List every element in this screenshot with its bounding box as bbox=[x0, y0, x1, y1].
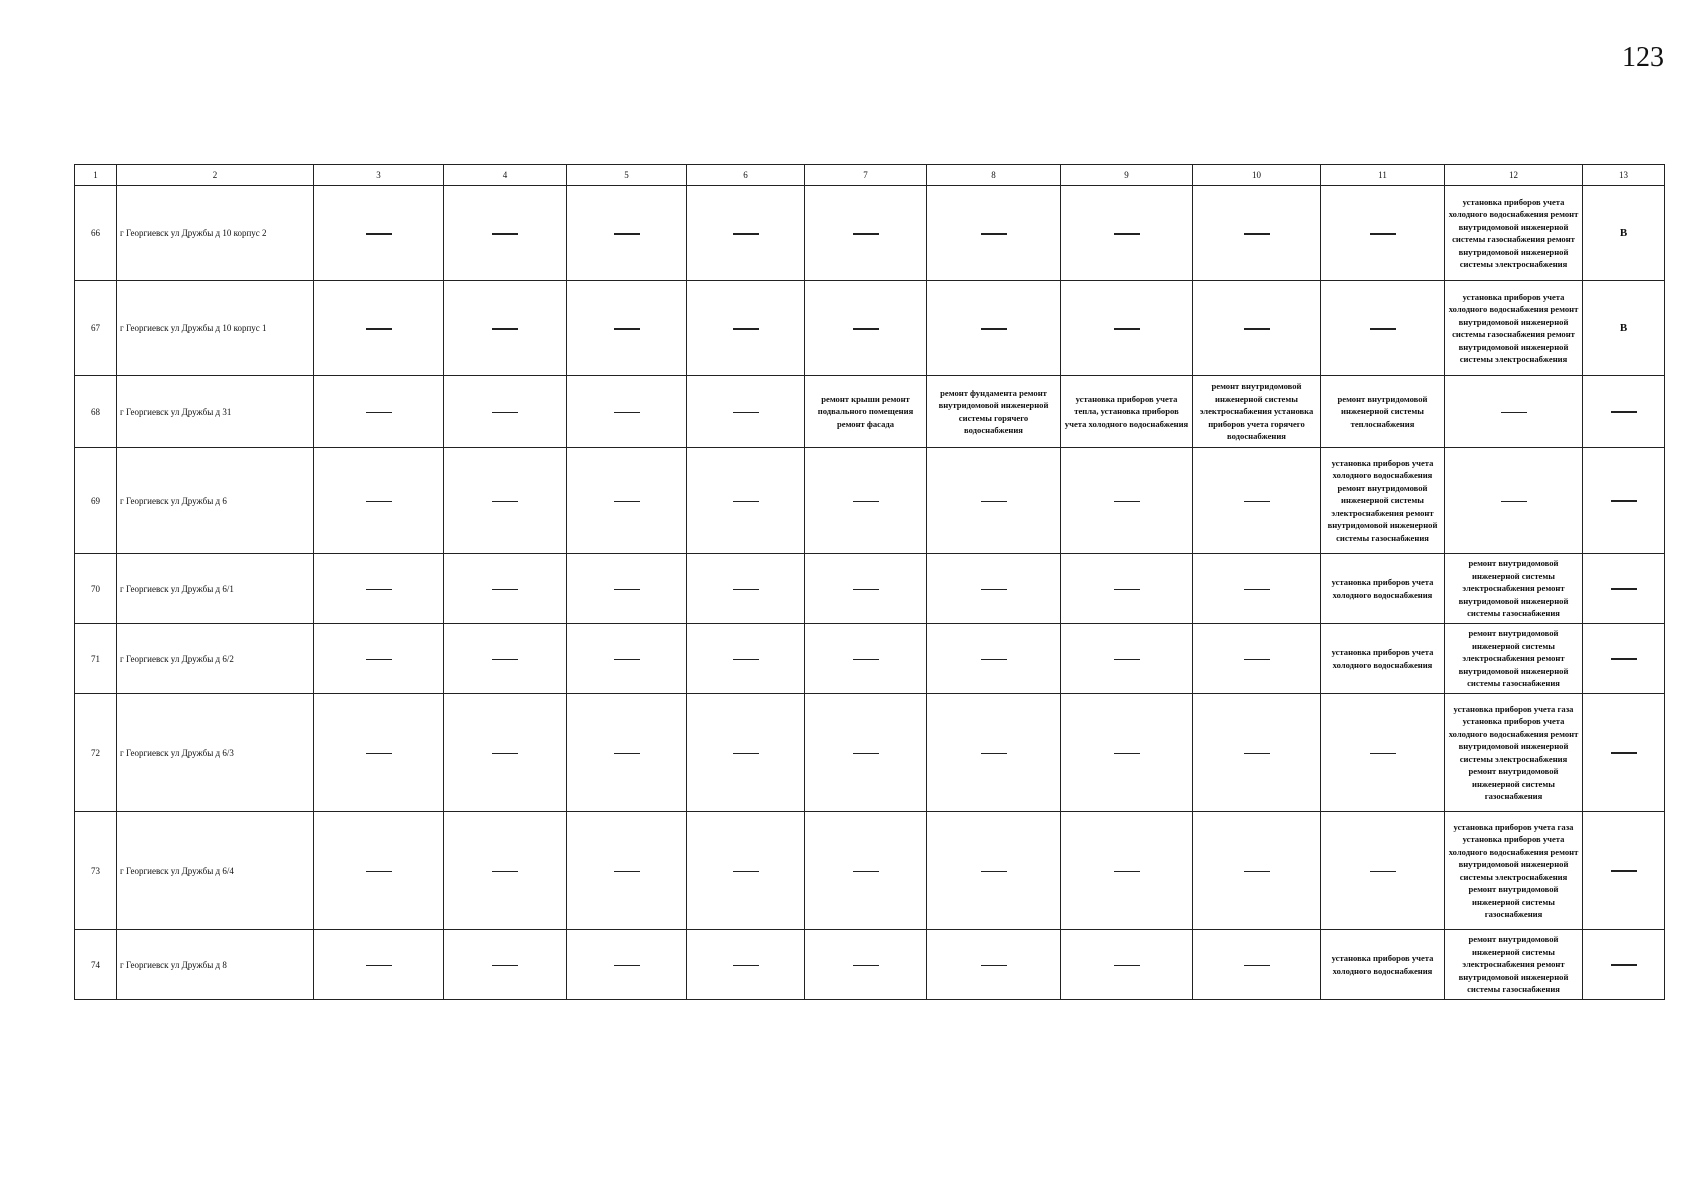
empty-dash bbox=[1611, 752, 1637, 754]
category-code-cell bbox=[1583, 376, 1665, 448]
work-cell-9 bbox=[1061, 930, 1193, 1000]
empty-dash bbox=[853, 589, 879, 591]
empty-dash bbox=[366, 412, 392, 414]
empty-dash bbox=[1611, 964, 1637, 966]
empty-dash bbox=[981, 328, 1007, 330]
work-cell-5 bbox=[567, 624, 687, 694]
address-cell: г Георгиевск ул Дружбы д 6/4 bbox=[117, 812, 314, 930]
row-number: 66 bbox=[75, 186, 117, 281]
empty-dash bbox=[733, 871, 759, 873]
work-cell-8 bbox=[927, 624, 1061, 694]
empty-dash bbox=[1244, 753, 1270, 755]
work-cell-10 bbox=[1193, 812, 1321, 930]
empty-dash bbox=[1244, 328, 1270, 330]
table-row bbox=[75, 624, 1665, 694]
work-cell-3 bbox=[314, 281, 444, 376]
work-cell-8 bbox=[927, 812, 1061, 930]
work-cell-5 bbox=[567, 186, 687, 281]
empty-dash bbox=[1114, 659, 1140, 661]
column-header-4: 4 bbox=[444, 165, 567, 186]
column-header-11: 11 bbox=[1321, 165, 1445, 186]
empty-dash bbox=[1114, 871, 1140, 873]
work-cell-6 bbox=[687, 624, 805, 694]
work-cell-10 bbox=[1193, 448, 1321, 554]
work-cell-10 bbox=[1193, 281, 1321, 376]
category-code-cell bbox=[1583, 930, 1665, 1000]
empty-dash bbox=[614, 965, 640, 967]
empty-dash bbox=[981, 589, 1007, 591]
work-cell-11: установка приборов учета холодного водоснабжения bbox=[1321, 930, 1445, 1000]
row-number: 71 bbox=[75, 624, 117, 694]
address-cell: г Георгиевск ул Дружбы д 8 bbox=[117, 930, 314, 1000]
empty-dash bbox=[492, 501, 518, 503]
empty-dash bbox=[981, 965, 1007, 967]
work-cell-3 bbox=[314, 812, 444, 930]
empty-dash bbox=[981, 753, 1007, 755]
work-cell-12: ремонт внутридомовой инженерной системы электроснабжения ремонт внутридомовой инженерной системы газоснабжения bbox=[1445, 624, 1583, 694]
work-cell-3 bbox=[314, 930, 444, 1000]
empty-dash bbox=[614, 233, 640, 235]
empty-dash bbox=[733, 589, 759, 591]
work-cell-3 bbox=[314, 376, 444, 448]
empty-dash bbox=[733, 659, 759, 661]
page-number: 123 bbox=[1622, 42, 1664, 73]
empty-dash bbox=[492, 328, 518, 330]
empty-dash bbox=[366, 871, 392, 873]
column-header-6: 6 bbox=[687, 165, 805, 186]
work-cell-8 bbox=[927, 448, 1061, 554]
empty-dash bbox=[492, 233, 518, 235]
empty-dash bbox=[614, 501, 640, 503]
empty-dash bbox=[853, 328, 879, 330]
empty-dash bbox=[614, 412, 640, 414]
category-code-cell bbox=[1583, 694, 1665, 812]
work-cell-10 bbox=[1193, 186, 1321, 281]
empty-dash bbox=[614, 659, 640, 661]
work-cell-5 bbox=[567, 812, 687, 930]
work-cell-8: ремонт фундамента ремонт внутридомовой инженерной системы горячего водоснабжения bbox=[927, 376, 1061, 448]
empty-dash bbox=[492, 753, 518, 755]
empty-dash bbox=[853, 753, 879, 755]
empty-dash bbox=[1370, 328, 1396, 330]
work-cell-12 bbox=[1445, 376, 1583, 448]
works-table bbox=[74, 164, 1665, 1000]
column-header-5: 5 bbox=[567, 165, 687, 186]
address-cell: г Георгиевск ул Дружбы д 6/3 bbox=[117, 694, 314, 812]
row-number: 70 bbox=[75, 554, 117, 624]
empty-dash bbox=[366, 965, 392, 967]
empty-dash bbox=[853, 965, 879, 967]
work-cell-7 bbox=[805, 281, 927, 376]
work-cell-4 bbox=[444, 554, 567, 624]
empty-dash bbox=[1114, 328, 1140, 330]
empty-dash bbox=[981, 501, 1007, 503]
empty-dash bbox=[492, 412, 518, 414]
empty-dash bbox=[1611, 658, 1637, 660]
work-cell-9 bbox=[1061, 554, 1193, 624]
table-row bbox=[75, 930, 1665, 1000]
work-cell-12: ремонт внутридомовой инженерной системы электроснабжения ремонт внутридомовой инженерной системы газоснабжения bbox=[1445, 554, 1583, 624]
work-cell-12: установка приборов учета газа установка приборов учета холодного водоснабжения ремонт внутридомовой инженерной системы электроснабжения ремонт внутридомовой инженерной системы газоснабжения bbox=[1445, 694, 1583, 812]
work-cell-7 bbox=[805, 930, 927, 1000]
empty-dash bbox=[1244, 501, 1270, 503]
empty-dash bbox=[1611, 588, 1637, 590]
work-cell-8 bbox=[927, 281, 1061, 376]
work-cell-3 bbox=[314, 554, 444, 624]
work-cell-4 bbox=[444, 376, 567, 448]
column-header-10: 10 bbox=[1193, 165, 1321, 186]
work-cell-10 bbox=[1193, 930, 1321, 1000]
column-header-7: 7 bbox=[805, 165, 927, 186]
row-number: 73 bbox=[75, 812, 117, 930]
empty-dash bbox=[853, 233, 879, 235]
empty-dash bbox=[1114, 501, 1140, 503]
empty-dash bbox=[1501, 501, 1527, 503]
table-row bbox=[75, 186, 1665, 281]
table-row bbox=[75, 554, 1665, 624]
empty-dash bbox=[853, 501, 879, 503]
work-cell-8 bbox=[927, 554, 1061, 624]
work-cell-5 bbox=[567, 554, 687, 624]
category-code-cell bbox=[1583, 812, 1665, 930]
category-code-cell: В bbox=[1583, 281, 1665, 376]
work-cell-12: установка приборов учета холодного водоснабжения ремонт внутридомовой инженерной системы газоснабжения ремонт внутридомовой инженерной системы электроснабжения bbox=[1445, 186, 1583, 281]
work-cell-11 bbox=[1321, 281, 1445, 376]
table-row bbox=[75, 376, 1665, 448]
work-cell-7 bbox=[805, 186, 927, 281]
empty-dash bbox=[1611, 411, 1637, 413]
work-cell-7 bbox=[805, 554, 927, 624]
empty-dash bbox=[1611, 870, 1637, 872]
empty-dash bbox=[1114, 965, 1140, 967]
work-cell-5 bbox=[567, 448, 687, 554]
empty-dash bbox=[614, 328, 640, 330]
table-row bbox=[75, 281, 1665, 376]
work-cell-6 bbox=[687, 694, 805, 812]
row-number: 72 bbox=[75, 694, 117, 812]
row-number: 68 bbox=[75, 376, 117, 448]
work-cell-8 bbox=[927, 694, 1061, 812]
work-cell-9 bbox=[1061, 694, 1193, 812]
work-cell-6 bbox=[687, 812, 805, 930]
row-number: 69 bbox=[75, 448, 117, 554]
empty-dash bbox=[1370, 753, 1396, 755]
work-cell-11: ремонт внутридомовой инженерной системы теплоснабжения bbox=[1321, 376, 1445, 448]
work-cell-11 bbox=[1321, 186, 1445, 281]
work-cell-9 bbox=[1061, 448, 1193, 554]
empty-dash bbox=[492, 965, 518, 967]
row-number: 74 bbox=[75, 930, 117, 1000]
work-cell-10 bbox=[1193, 624, 1321, 694]
empty-dash bbox=[614, 871, 640, 873]
empty-dash bbox=[981, 871, 1007, 873]
work-cell-9 bbox=[1061, 812, 1193, 930]
empty-dash bbox=[853, 871, 879, 873]
work-cell-5 bbox=[567, 281, 687, 376]
work-cell-4 bbox=[444, 624, 567, 694]
empty-dash bbox=[1244, 589, 1270, 591]
address-cell: г Георгиевск ул Дружбы д 6/1 bbox=[117, 554, 314, 624]
address-cell: г Георгиевск ул Дружбы д 10 корпус 2 bbox=[117, 186, 314, 281]
address-cell: г Георгиевск ул Дружбы д 6/2 bbox=[117, 624, 314, 694]
column-header-12: 12 bbox=[1445, 165, 1583, 186]
work-cell-10 bbox=[1193, 694, 1321, 812]
empty-dash bbox=[1244, 965, 1270, 967]
work-cell-10 bbox=[1193, 554, 1321, 624]
work-cell-6 bbox=[687, 281, 805, 376]
table-body bbox=[75, 186, 1665, 1000]
empty-dash bbox=[1114, 753, 1140, 755]
row-number: 67 bbox=[75, 281, 117, 376]
work-cell-4 bbox=[444, 186, 567, 281]
empty-dash bbox=[981, 659, 1007, 661]
category-code-cell bbox=[1583, 624, 1665, 694]
work-cell-3 bbox=[314, 624, 444, 694]
work-cell-4 bbox=[444, 281, 567, 376]
work-cell-3 bbox=[314, 448, 444, 554]
empty-dash bbox=[614, 753, 640, 755]
empty-dash bbox=[1370, 233, 1396, 235]
table-row bbox=[75, 448, 1665, 554]
empty-dash bbox=[366, 501, 392, 503]
column-header-13: 13 bbox=[1583, 165, 1665, 186]
empty-dash bbox=[733, 501, 759, 503]
work-cell-11 bbox=[1321, 694, 1445, 812]
empty-dash bbox=[366, 328, 392, 330]
work-cell-5 bbox=[567, 694, 687, 812]
work-cell-12 bbox=[1445, 448, 1583, 554]
work-cell-6 bbox=[687, 554, 805, 624]
work-cell-4 bbox=[444, 930, 567, 1000]
empty-dash bbox=[1501, 412, 1527, 414]
work-cell-6 bbox=[687, 186, 805, 281]
empty-dash bbox=[1611, 500, 1637, 502]
work-cell-11: установка приборов учета холодного водоснабжения ремонт внутридомовой инженерной системы электроснабжения ремонт внутридомовой инженерной системы газоснабжения bbox=[1321, 448, 1445, 554]
work-cell-7 bbox=[805, 694, 927, 812]
work-cell-3 bbox=[314, 186, 444, 281]
work-cell-7 bbox=[805, 448, 927, 554]
table-row bbox=[75, 694, 1665, 812]
empty-dash bbox=[366, 233, 392, 235]
work-cell-12: установка приборов учета холодного водоснабжения ремонт внутридомовой инженерной системы газоснабжения ремонт внутридомовой инженерной системы электроснабжения bbox=[1445, 281, 1583, 376]
empty-dash bbox=[733, 328, 759, 330]
work-cell-12: ремонт внутридомовой инженерной системы электроснабжения ремонт внутридомовой инженерной системы газоснабжения bbox=[1445, 930, 1583, 1000]
work-cell-8 bbox=[927, 186, 1061, 281]
work-cell-5 bbox=[567, 930, 687, 1000]
work-cell-7: ремонт крыши ремонт подвального помещения ремонт фасада bbox=[805, 376, 927, 448]
empty-dash bbox=[1370, 871, 1396, 873]
empty-dash bbox=[366, 753, 392, 755]
category-code-cell bbox=[1583, 448, 1665, 554]
works-table-container bbox=[74, 164, 1664, 1000]
empty-dash bbox=[614, 589, 640, 591]
empty-dash bbox=[1114, 589, 1140, 591]
empty-dash bbox=[492, 659, 518, 661]
empty-dash bbox=[1114, 233, 1140, 235]
empty-dash bbox=[981, 233, 1007, 235]
work-cell-10: ремонт внутридомовой инженерной системы электроснабжения установка приборов учета горячего водоснабжения bbox=[1193, 376, 1321, 448]
column-header-9: 9 bbox=[1061, 165, 1193, 186]
empty-dash bbox=[733, 233, 759, 235]
empty-dash bbox=[1244, 233, 1270, 235]
empty-dash bbox=[1244, 871, 1270, 873]
header-row bbox=[75, 165, 1665, 186]
work-cell-4 bbox=[444, 694, 567, 812]
empty-dash bbox=[366, 589, 392, 591]
category-code-cell bbox=[1583, 554, 1665, 624]
empty-dash bbox=[733, 965, 759, 967]
work-cell-7 bbox=[805, 812, 927, 930]
column-header-1: 1 bbox=[75, 165, 117, 186]
work-cell-11 bbox=[1321, 812, 1445, 930]
column-header-8: 8 bbox=[927, 165, 1061, 186]
empty-dash bbox=[853, 659, 879, 661]
work-cell-3 bbox=[314, 694, 444, 812]
empty-dash bbox=[492, 589, 518, 591]
work-cell-9 bbox=[1061, 624, 1193, 694]
work-cell-9 bbox=[1061, 281, 1193, 376]
column-header-3: 3 bbox=[314, 165, 444, 186]
work-cell-6 bbox=[687, 930, 805, 1000]
work-cell-5 bbox=[567, 376, 687, 448]
work-cell-4 bbox=[444, 448, 567, 554]
empty-dash bbox=[366, 659, 392, 661]
work-cell-4 bbox=[444, 812, 567, 930]
table-row bbox=[75, 812, 1665, 930]
work-cell-7 bbox=[805, 624, 927, 694]
empty-dash bbox=[733, 412, 759, 414]
category-code-cell: В bbox=[1583, 186, 1665, 281]
address-cell: г Георгиевск ул Дружбы д 6 bbox=[117, 448, 314, 554]
work-cell-12: установка приборов учета газа установка приборов учета холодного водоснабжения ремонт внутридомовой инженерной системы электроснабжения ремонт внутридомовой инженерной системы газоснабжения bbox=[1445, 812, 1583, 930]
address-cell: г Георгиевск ул Дружбы д 31 bbox=[117, 376, 314, 448]
work-cell-6 bbox=[687, 448, 805, 554]
address-cell: г Георгиевск ул Дружбы д 10 корпус 1 bbox=[117, 281, 314, 376]
work-cell-6 bbox=[687, 376, 805, 448]
work-cell-11: установка приборов учета холодного водоснабжения bbox=[1321, 624, 1445, 694]
work-cell-8 bbox=[927, 930, 1061, 1000]
work-cell-9: установка приборов учета тепла, установка приборов учета холодного водоснабжения bbox=[1061, 376, 1193, 448]
empty-dash bbox=[733, 753, 759, 755]
column-header-2: 2 bbox=[117, 165, 314, 186]
empty-dash bbox=[492, 871, 518, 873]
empty-dash bbox=[1244, 659, 1270, 661]
work-cell-11: установка приборов учета холодного водоснабжения bbox=[1321, 554, 1445, 624]
work-cell-9 bbox=[1061, 186, 1193, 281]
